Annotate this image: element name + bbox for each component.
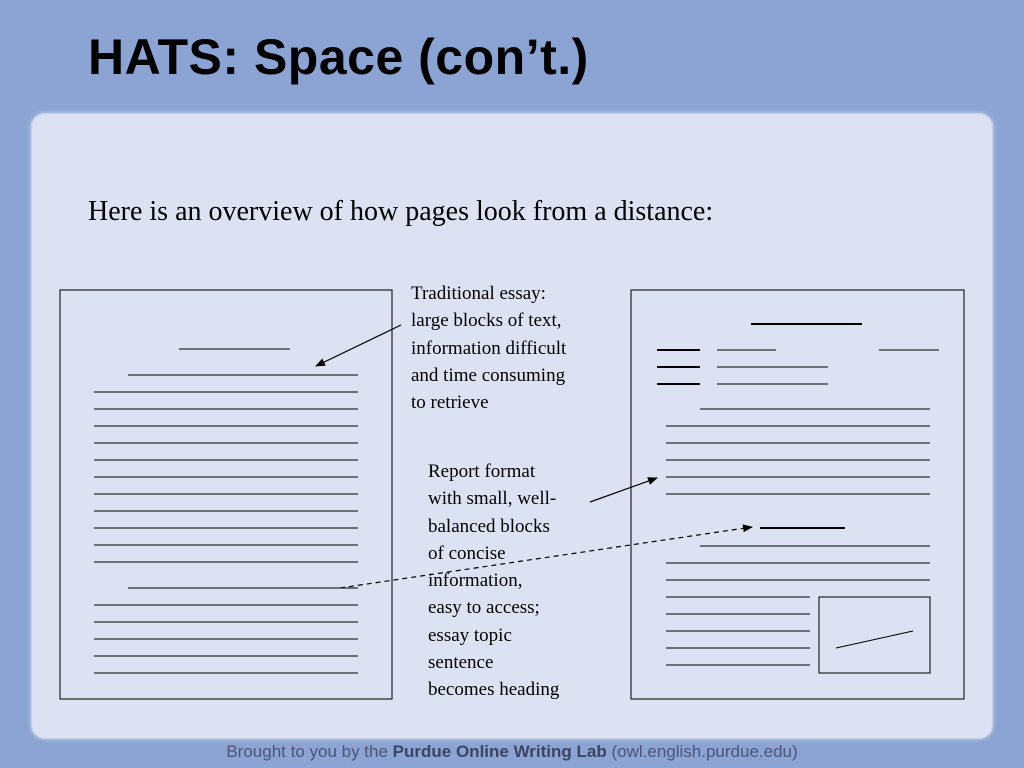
report-figure-box [819, 597, 930, 673]
slide-title: HATS: Space (con’t.) [88, 29, 589, 85]
report-figure-line [836, 631, 913, 648]
report-paragraph-1 [666, 409, 930, 494]
essay-description-label: Traditional essay: large blocks of text, information difficult and time consuming to retrieve [411, 283, 567, 414]
report-callout-arrow [590, 478, 657, 502]
intro-text: Here is an overview of how pages look from a distance: [88, 196, 714, 227]
essay-paragraph-2 [94, 605, 358, 673]
report-header-block [657, 350, 939, 384]
report-figure-frame [819, 597, 930, 673]
essay-page-illustration [60, 290, 392, 699]
footer-brand: Purdue Online Writing Lab [392, 742, 607, 761]
footer-suffix: (owl.english.purdue.edu) [606, 742, 798, 761]
report-description-label: Report format with small, well- balanced blocks of concise information, easy to access; essay topic sentence becomes heading [428, 461, 560, 701]
essay-paragraph-1 [94, 392, 358, 562]
essay-callout-arrow [316, 325, 401, 366]
footer-credit [0, 742, 1024, 762]
report-paragraph-2 [666, 546, 930, 665]
report-page-illustration [631, 290, 964, 699]
footer-prefix: Brought to you by the [226, 742, 393, 761]
